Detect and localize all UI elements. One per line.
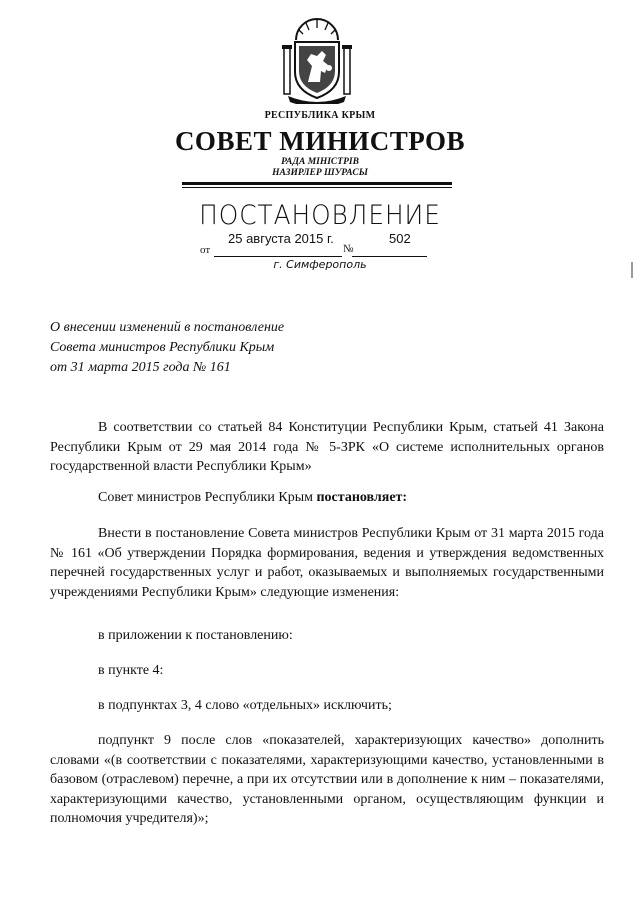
appendix-line: в приложении к постановлению:	[98, 628, 293, 643]
header-rule-thin	[182, 187, 452, 188]
subject-line: от 31 марта 2015 года № 161	[50, 360, 231, 375]
amendment-paragraph	[50, 524, 604, 602]
subject-line: Совета министров Республики Крым	[50, 340, 275, 355]
subject-line: О внесении изменений в постановление	[50, 320, 285, 335]
subitem-9-text: подпункт 9 после слов «показателей, характеризующих качество» дополнить словами «(в соответствии с показателями, характеризующими качество, установленными в базовом (отраслевом) перечне, а при их отсутствии или в дополнение к ним – показателями, характеризующими качество, установленными органом, осуществляющим функции и полномочия учредителя)»;	[50, 733, 604, 826]
decree-date: 25 августа 2015 г.	[228, 231, 334, 246]
document-type-title: ПОСТАНОВЛЕНИЕ	[199, 200, 441, 231]
council-title-crimean-tatar: НАЗИРЛЕР ШУРАСЫ	[272, 168, 368, 178]
republic-name: РЕСПУБЛИКА КРЫМ	[264, 110, 376, 121]
subitem-9-paragraph	[50, 731, 604, 829]
resolution-line	[98, 490, 407, 506]
number-underline	[352, 256, 427, 257]
item-4-line: в пункте 4:	[98, 663, 164, 678]
date-underline	[214, 256, 342, 257]
city-name: г. Симферополь	[273, 258, 367, 271]
crimea-coat-of-arms-icon	[282, 18, 352, 104]
resolution-verb: постановляет:	[316, 490, 408, 505]
council-title: СОВЕТ МИНИСТРОВ	[174, 126, 466, 156]
resolution-text: Совет министров Республики Крым	[98, 490, 317, 505]
from-label: от	[200, 244, 211, 256]
subitems-line: в подпунктах 3, 4 слово «отдельных» исключить;	[98, 698, 392, 713]
decree-subject	[50, 318, 284, 378]
amendment-text: Внести в постановление Совета министров Республики Крым от 31 марта 2015 года № 161 «Об утверждении Порядка формирования, ведения и утверждения ведомственных перечней государственных услуг и работ, оказываемых и выполняемых государственными учреждениями Республики Крым» следующие изменения:	[50, 526, 604, 600]
council-title-ukrainian: РАДА МІНІСТРІВ	[281, 157, 359, 167]
preamble-paragraph	[50, 418, 604, 477]
preamble-text: В соответствии со статьей 84 Конституции Республики Крым, статьей 41 Закона Республики Крым от 29 мая 2014 года № 5-ЗРК «О системе исполнительных органов государственной власти Республики Крым»	[50, 420, 604, 474]
number-label: №	[343, 243, 354, 255]
header-rule-thick	[182, 182, 452, 185]
decree-number: 502	[389, 231, 411, 246]
scan-margin-mark	[631, 262, 633, 278]
